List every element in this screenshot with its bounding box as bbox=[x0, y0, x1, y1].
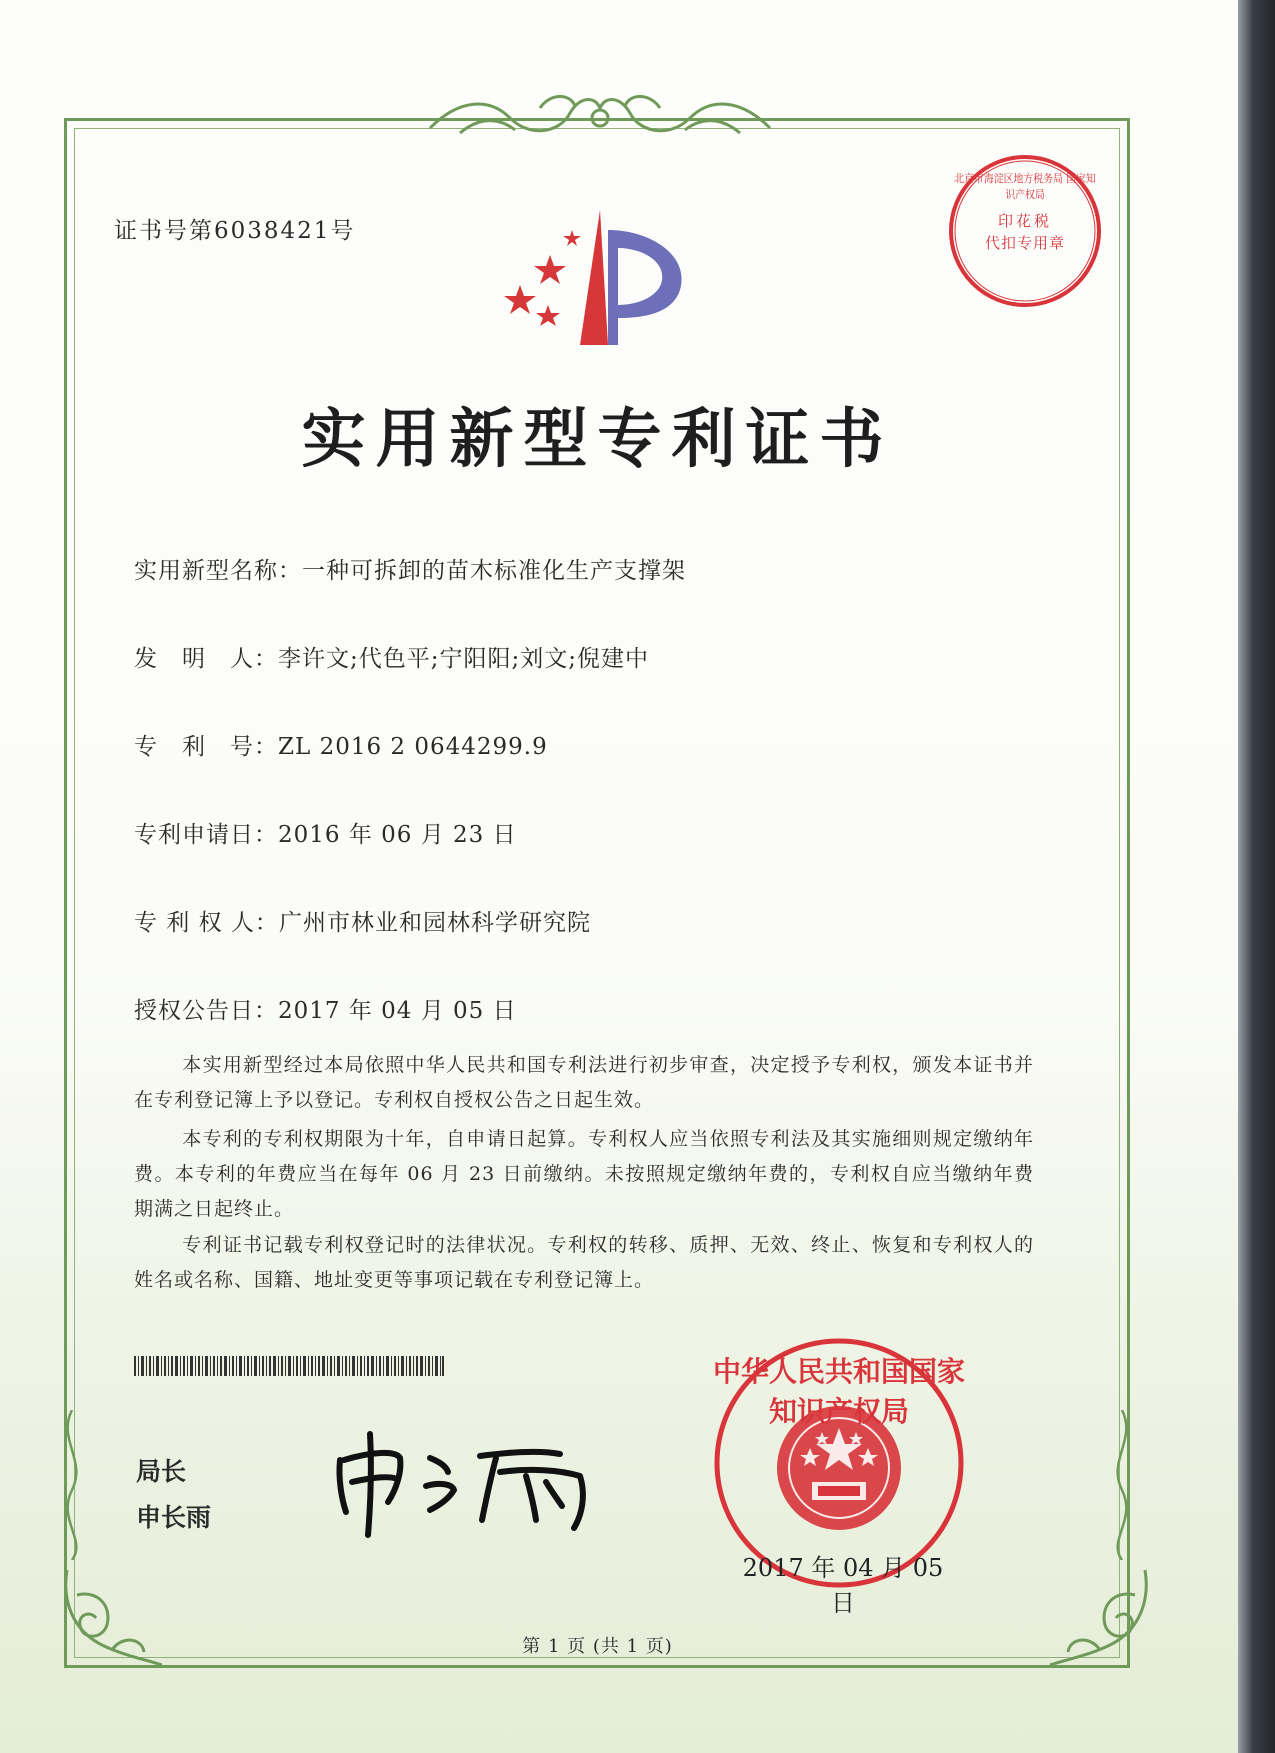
paragraph-text: 本专利的专利权期限为十年，自申请日起算。专利权人应当依照专利法及其实施细则规定缴纳年费。本专利的年费应当在每年 06 月 23 日前缴纳。未按照规定缴纳年费的，专利权自应当缴纳年费期满之日起终止。 bbox=[134, 1128, 1034, 1220]
certificate-title: 实用新型专利证书 bbox=[301, 402, 894, 477]
patent-office-logo-icon bbox=[500, 200, 700, 350]
field-inventor-value: 李许文;代色平;宁阳阳;刘文;倪建中 bbox=[278, 646, 649, 672]
signature-icon bbox=[330, 1420, 610, 1540]
field-filing-label: 专利申请日： bbox=[134, 822, 278, 848]
certificate-number: 证书号第6038421号 bbox=[114, 218, 356, 244]
corner-ornament-icon bbox=[52, 1560, 172, 1680]
top-ornament-icon bbox=[420, 88, 780, 148]
field-patent-number bbox=[134, 728, 548, 761]
field-announce-date bbox=[134, 992, 517, 1025]
paragraph-text: 本实用新型经过本局依照中华人民共和国专利法进行初步审查，决定授予专利权，颁发本证书并在专利登记簿上予以登记。专利权自授权公告之日起生效。 bbox=[134, 1054, 1034, 1111]
director-label: 局长 bbox=[136, 1457, 187, 1486]
paragraph-text: 专利证书记载专利权登记时的法律状况。专利权的转移、质押、无效、终止、恢复和专利权人的姓名或名称、国籍、地址变更等事项记载在专利登记簿上。 bbox=[134, 1234, 1034, 1291]
field-inventor-label: 发 明 人： bbox=[134, 646, 278, 672]
field-announce-label: 授权公告日： bbox=[134, 998, 278, 1024]
field-patent-value: ZL 2016 2 0644299.9 bbox=[278, 734, 548, 760]
field-announce-value: 2017 年 04 月 05 日 bbox=[278, 998, 517, 1024]
seal-date: 2017 年 04 月 05 日 bbox=[742, 1554, 944, 1617]
field-name bbox=[134, 552, 686, 585]
field-holder-value: 广州市林业和园林科学研究院 bbox=[278, 910, 591, 936]
director-name: 申长雨 bbox=[136, 1503, 212, 1532]
field-holder bbox=[134, 904, 591, 937]
side-ornament-icon bbox=[1102, 1410, 1142, 1560]
field-name-label: 实用新型名称： bbox=[134, 558, 302, 584]
field-patent-label: 专 利 号： bbox=[134, 734, 278, 760]
paragraph bbox=[134, 1122, 1034, 1227]
field-filing-value: 2016 年 06 月 23 日 bbox=[278, 822, 517, 848]
paragraph bbox=[134, 1228, 1034, 1298]
field-inventor bbox=[134, 640, 649, 673]
field-holder-label: 专 利 权 人： bbox=[134, 910, 279, 936]
barcode-icon bbox=[134, 1356, 444, 1376]
field-filing-date bbox=[134, 816, 517, 849]
small-seal-center-2: 代扣专用章 bbox=[984, 234, 1065, 252]
small-seal-center-1: 印花税 bbox=[997, 212, 1052, 230]
big-seal-ring-text: 中华人民共和国国家知识产权局 bbox=[712, 1355, 965, 1428]
corner-ornament-icon bbox=[1040, 1560, 1160, 1680]
field-name-value: 一种可拆卸的苗木标准化生产支撑架 bbox=[302, 558, 686, 584]
page-number: 第 1 页 (共 1 页) bbox=[522, 1636, 673, 1657]
small-seal-ring-text: 北京市海淀区地方税务局 国家知识产权局 bbox=[954, 172, 1096, 201]
scanner-edge bbox=[1238, 0, 1275, 1753]
side-ornament-icon bbox=[52, 1410, 92, 1560]
paragraph bbox=[134, 1048, 1034, 1118]
